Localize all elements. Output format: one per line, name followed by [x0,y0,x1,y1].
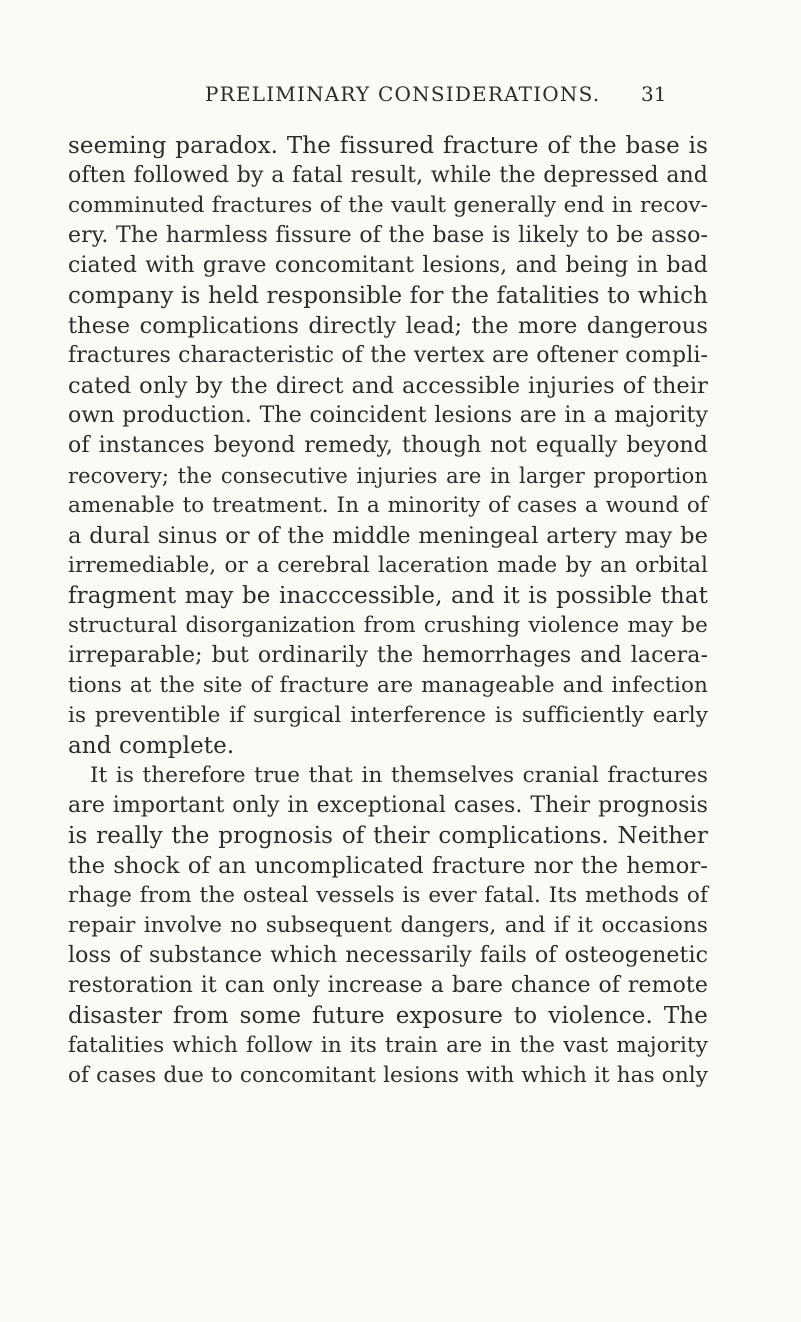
text-line: ery. The harmless fissure of the base is likely to be asso- [68,223,708,248]
running-head [0,82,801,112]
text-line: are important only in exceptional cases. Their prognosis [68,793,708,818]
text-line: recovery; the consecutive injuries are in larger proportion [68,464,708,488]
text-line: loss of substance which necessarily fails of osteogenetic [68,943,708,968]
body-text [68,131,708,1091]
text-line: disaster from some future exposure to violence. The [68,1003,708,1029]
text-line: of cases due to concomitant lesions with which it has only [68,1063,708,1088]
text-line: fatalities which follow in its train are in the vast majority [68,1033,708,1058]
text-line: amenable to treatment. In a minority of cases a wound of [68,493,708,518]
running-title: PRELIMINARY CONSIDERATIONS. [205,82,601,106]
text-line: restoration it can only increase a bare chance of remote [68,973,708,998]
text-line: is preventible if surgical interference is sufficiently early [68,703,708,728]
text-line: the shock of an uncomplicated fracture nor the hemor- [68,853,708,879]
paragraph-1 [68,131,708,761]
text-line: irremediable, or a cerebral laceration made by an orbital [68,553,708,578]
paragraph-2 [68,761,708,1091]
text-line: a dural sinus or of the middle meningeal artery may be [68,523,708,549]
text-line: seeming paradox. The fissured fracture of the base is [68,133,708,159]
text-line: structural disorganization from crushing violence may be [68,613,708,638]
text-line: It is therefore true that in themselves cranial fractures [90,763,708,788]
text-line: tions at the site of fracture are manageable and infection [68,673,708,698]
text-line: of instances beyond remedy, though not equally beyond [68,433,708,458]
text-line: repair involve no subsequent dangers, and if it occasions [68,913,708,938]
page-number: 31 [641,82,667,106]
text-line: rhage from the osteal vessels is ever fatal. Its methods of [68,883,708,908]
text-line: cated only by the direct and accessible injuries of their [68,373,708,399]
text-line: often followed by a fatal result, while the depressed and [68,163,708,188]
text-line: comminuted fractures of the vault generally end in recov- [68,193,708,218]
text-line: company is held responsible for the fatalities to which [68,283,708,309]
text-line: irreparable; but ordinarily the hemorrhages and lacera- [68,643,708,668]
text-line: own production. The coincident lesions are in a majority [68,403,708,428]
text-line: these complications directly lead; the more dangerous [68,313,708,339]
text-line: ciated with grave concomitant lesions, and being in bad [68,253,708,278]
text-line: and complete. [68,733,235,759]
text-line: fragment may be inacccessible, and it is possible that [68,583,708,609]
text-line: fractures characteristic of the vertex are oftener compli- [68,343,708,368]
text-line: is really the prognosis of their complications. Neither [68,823,708,849]
